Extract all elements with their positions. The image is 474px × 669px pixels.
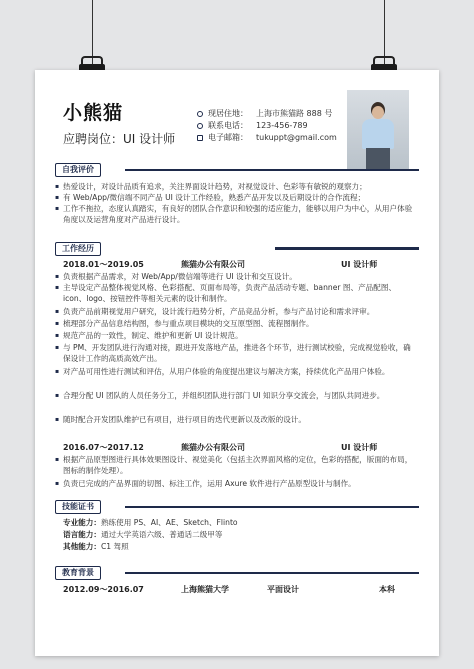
- section-title: 工作经历: [55, 242, 101, 256]
- job-duty: ▪ 梳理部分产品信息结构图，参与重点项目模块的交互原型图、流程图制作。: [63, 318, 417, 329]
- job-period: 2016.07～2017.12: [63, 443, 144, 452]
- section-header-skills: [55, 500, 419, 514]
- job-company: 熊猫办公有限公司: [181, 260, 245, 269]
- job-duty: ▪ 对产品可用性进行测试和评估，从用户体验的角度提出建议与解决方案，持续优化产品用户体验。: [63, 366, 417, 377]
- job-role: UI 设计师: [341, 443, 378, 452]
- skill-label: 语言能力：: [63, 530, 101, 539]
- email-icon: [197, 135, 203, 141]
- job-duty: ▪ 合理分配 UI 团队的人员任务分工，并组织团队进行部门 UI 知识分享交流会，与团队共同进步。: [63, 390, 417, 401]
- hanging-wire-right: [384, 0, 385, 64]
- phone-value: 123-456-789: [256, 121, 308, 130]
- self-eval-item: ▪ 热爱设计，对设计品质有追求，关注界面设计趋势，对视觉设计、色彩等有敏锐的观察力；: [63, 181, 417, 192]
- self-eval-item: ▪ 工作不拖拉，态度认真踏实，有良好的团队合作意识和较强的适应能力，能够以用户为中心，从用户体验角度以及运营角度对产品进行设计。: [63, 203, 417, 225]
- email-value: tukuppt@gmail.com: [256, 133, 337, 142]
- section-header-education: [55, 566, 419, 580]
- email-row: [197, 132, 337, 143]
- address-label: 现居住地：: [208, 109, 248, 118]
- job-duty: ▪ 主导设定产品整体视觉风格、色彩搭配、页面布局等，负责产品活动专题、banner 图、产品配图、icon、logo、按钮控件等相关元素的设计和制作。: [63, 282, 417, 304]
- resume-paper: [35, 70, 439, 656]
- job-role: UI 设计师: [341, 260, 378, 269]
- phone-icon: [197, 123, 203, 129]
- job-duty: ▪ 负责已完成的产品界面的切图、标注工作，运用 Axure 软件进行产品原型设计与制作。: [63, 478, 417, 489]
- section-header-self-evaluation: [55, 163, 419, 177]
- skill-value: 通过大学英语六级、普通话二级甲等: [100, 530, 223, 539]
- education-school: 上海熊猫大学: [181, 585, 229, 594]
- education-degree: 本科: [379, 585, 395, 594]
- skill-label: 其他能力：: [63, 542, 101, 551]
- address-row: [197, 108, 332, 119]
- hanging-wire-left: [92, 0, 93, 64]
- job-duty: ▪ 负责根据产品需求，对 Web/App/微信端等进行 UI 设计和交互设计。: [63, 271, 417, 282]
- skill-row: [63, 529, 222, 540]
- section-title: 自我评价: [55, 163, 101, 177]
- skill-row: [63, 517, 238, 528]
- location-icon: [197, 111, 203, 117]
- address-value: 上海市熊猫路 888 号: [256, 109, 333, 118]
- email-label: 电子邮箱：: [208, 133, 248, 142]
- education-major: 平面设计: [267, 585, 299, 594]
- self-eval-item: ▪ 有 Web/App/微信端不同产品 UI 设计工作经验，熟悉产品开发以及后期设计的合作流程；: [63, 192, 417, 203]
- phone-label: 联系电话：: [208, 121, 248, 130]
- profile-photo: [347, 90, 409, 170]
- section-header-work-experience: [55, 242, 419, 256]
- education-period: 2012.09～2016.07: [63, 585, 144, 594]
- job-duty: ▪ 负责产品前期视觉用户研究，设计流行趋势分析，产品竞品分析，参与产品讨论和需求评审。: [63, 306, 417, 317]
- skill-row: [63, 541, 129, 552]
- job-company: 熊猫办公有限公司: [181, 443, 245, 452]
- job-duty: ▪ 随时配合开发团队维护已有项目，进行项目的迭代更新以及改版的设计。: [63, 414, 417, 425]
- section-title: 技能证书: [55, 500, 101, 514]
- phone-row: [197, 120, 308, 131]
- job-duty: ▪ 规范产品的一致性，制定、维护和更新 UI 设计规范。: [63, 330, 417, 341]
- job-period: 2018.01～2019.05: [63, 260, 144, 269]
- job-duty: ▪ 与 PM、开发团队进行沟通对接，跟进开发落地产品，推进各个环节，进行测试校验，完成视觉验收，确保设计工作的高质高效产出。: [63, 342, 417, 364]
- skill-label: 专业能力：: [63, 518, 101, 527]
- job-duty: ▪ 根据产品原型图进行具体效果图设计、视觉美化（包括主次界面风格的定位，色彩的搭配，版面的布局，图标的制作处理）。: [63, 454, 417, 476]
- applied-position: 应聘岗位：UI 设计师: [63, 132, 176, 146]
- skill-value: 熟练使用 PS、AI、AE、Sketch、Flinto: [100, 518, 238, 527]
- skill-value: C1 驾照: [100, 542, 129, 551]
- section-title: 教育背景: [55, 566, 101, 580]
- candidate-name: 小熊猫: [63, 102, 124, 124]
